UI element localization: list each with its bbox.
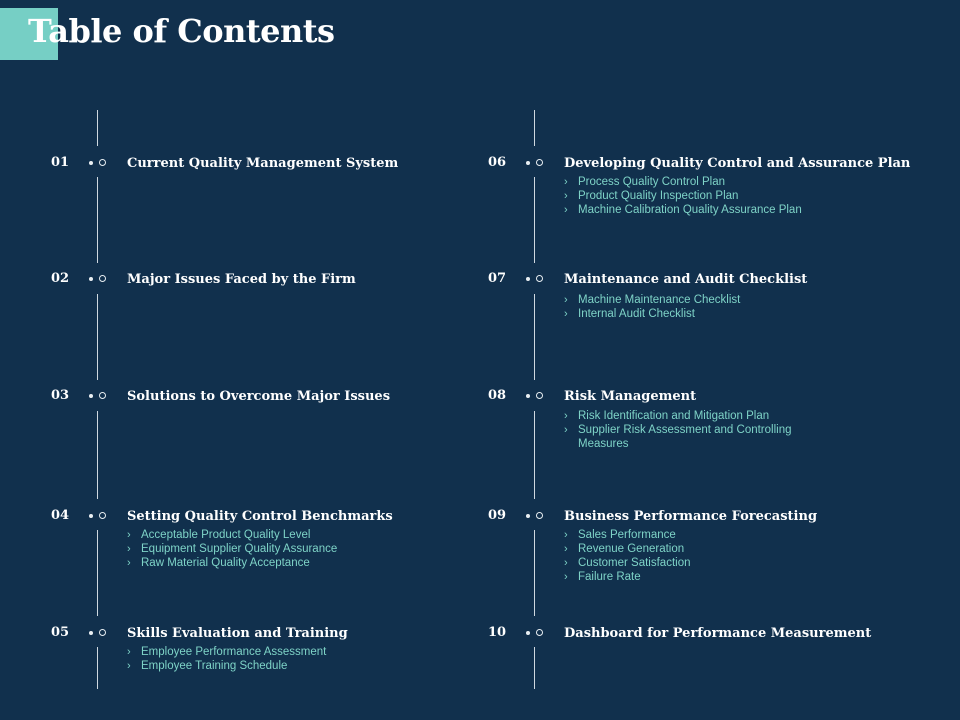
timeline-dots-icon [526, 275, 546, 283]
entry-number: 10 [488, 625, 507, 640]
sub-item-list [127, 528, 387, 570]
sub-item-list [127, 645, 387, 673]
entry-heading: Setting Quality Control Benchmarks [127, 509, 393, 524]
entry-number: 08 [488, 388, 507, 403]
sub-item-list [564, 409, 809, 451]
sub-item[interactable]: › Product Quality Inspection Plan [564, 190, 739, 202]
chevron-right-icon: › [127, 646, 131, 658]
entry-number: 03 [51, 388, 70, 403]
sub-item[interactable]: › Machine Maintenance Checklist [564, 294, 741, 306]
entry-heading: Solutions to Overcome Major Issues [127, 389, 391, 404]
sub-item[interactable]: › Risk Identification and Mitigation Plan [564, 410, 770, 422]
chevron-right-icon: › [564, 176, 568, 188]
chevron-right-icon: › [564, 294, 568, 306]
entry-heading: Dashboard for Performance Measurement [564, 626, 872, 641]
entry-heading: Skills Evaluation and Training [127, 626, 348, 641]
sub-item[interactable]: › Machine Calibration Quality Assurance Plan [564, 204, 802, 216]
entry-heading: Risk Management [564, 389, 697, 404]
chevron-right-icon: › [127, 529, 131, 541]
sub-item-list [564, 175, 824, 217]
chevron-right-icon: › [564, 543, 568, 555]
entry-number: 07 [488, 271, 507, 286]
timeline-line-left [97, 294, 98, 380]
entry-number: 01 [51, 155, 70, 170]
entry-number: 02 [51, 271, 70, 286]
sub-item[interactable]: › Customer Satisfaction [564, 557, 691, 569]
sub-item-list [564, 293, 824, 321]
chevron-right-icon: › [564, 529, 568, 541]
timeline-dots-icon [89, 392, 109, 400]
timeline-dots-icon [526, 392, 546, 400]
timeline-line-left [97, 110, 98, 146]
chevron-right-icon: › [564, 204, 568, 216]
timeline-dots-icon [526, 629, 546, 637]
timeline-line-right [534, 647, 535, 689]
entry-heading: Major Issues Faced by the Firm [127, 272, 356, 287]
timeline-line-right [534, 177, 535, 263]
timeline-line-left [97, 411, 98, 499]
chevron-right-icon: › [564, 190, 568, 202]
entry-heading: Business Performance Forecasting [564, 509, 818, 524]
timeline-dots-icon [89, 629, 109, 637]
timeline-line-right [534, 110, 535, 146]
sub-item[interactable]: › Internal Audit Checklist [564, 308, 695, 320]
page-title: Table of Contents [28, 12, 335, 50]
chevron-right-icon: › [564, 308, 568, 320]
chevron-right-icon: › [564, 557, 568, 569]
sub-item[interactable]: › Acceptable Product Quality Level [127, 529, 311, 541]
chevron-right-icon: › [564, 410, 568, 422]
entry-number: 04 [51, 508, 70, 523]
sub-item[interactable]: › Raw Material Quality Acceptance [127, 557, 310, 569]
chevron-right-icon: › [127, 557, 131, 569]
timeline-line-right [534, 411, 535, 499]
chevron-right-icon: › [127, 660, 131, 672]
entry-number: 09 [488, 508, 507, 523]
timeline-dots-icon [89, 512, 109, 520]
timeline-dots-icon [526, 512, 546, 520]
sub-item[interactable]: › Employee Performance Assessment [127, 646, 327, 658]
sub-item[interactable]: › Revenue Generation [564, 543, 685, 555]
chevron-right-icon: › [564, 424, 568, 436]
timeline-line-left [97, 530, 98, 616]
sub-item[interactable]: › Process Quality Control Plan [564, 176, 726, 188]
timeline-line-right [534, 294, 535, 380]
sub-item[interactable]: › Equipment Supplier Quality Assurance [127, 543, 338, 555]
timeline-line-left [97, 177, 98, 263]
sub-item[interactable]: › Employee Training Schedule [127, 660, 288, 672]
entry-heading: Current Quality Management System [127, 156, 399, 171]
chevron-right-icon: › [564, 571, 568, 583]
sub-item-list [564, 528, 824, 584]
entry-number: 06 [488, 155, 507, 170]
sub-item[interactable]: › Sales Performance [564, 529, 676, 541]
entry-heading: Developing Quality Control and Assurance Plan [564, 156, 911, 171]
entry-heading: Maintenance and Audit Checklist [564, 272, 808, 287]
timeline-dots-icon [89, 275, 109, 283]
timeline-dots-icon [526, 159, 546, 167]
sub-item[interactable]: › Supplier Risk Assessment and Controlling Measures [564, 424, 792, 450]
timeline-dots-icon [89, 159, 109, 167]
entry-number: 05 [51, 625, 70, 640]
chevron-right-icon: › [127, 543, 131, 555]
timeline-line-right [534, 530, 535, 616]
timeline-line-left [97, 647, 98, 689]
sub-item[interactable]: › Failure Rate [564, 571, 641, 583]
